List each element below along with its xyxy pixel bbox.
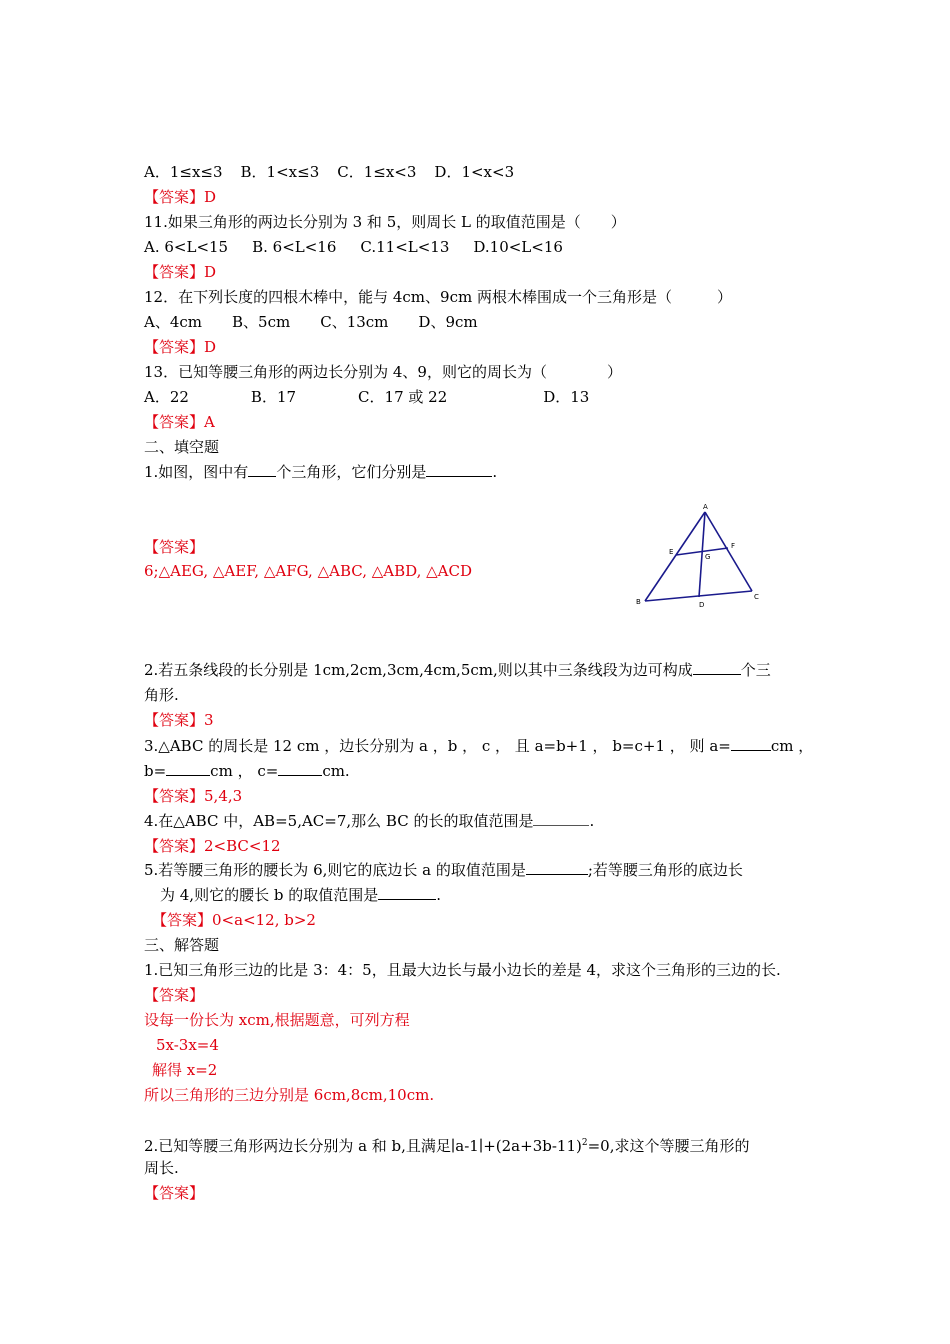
triangle-figure xyxy=(630,500,770,615)
s1-answer-line-3: 解得 x=2 xyxy=(152,1061,218,1079)
f3-line1: 3.△ABC 的周长是 12 cm ，边长分别为 a ，b ， c ， 且 a=b+1 ， b=c+1 ， 则 a= cm ， xyxy=(144,737,814,755)
f5-blank-b xyxy=(378,885,436,900)
q10-option-a: A．1≤x≤3 xyxy=(144,163,223,181)
q13-options: A．22 B．17 C．17 或 22 D．13 xyxy=(144,388,590,406)
q10-options xyxy=(144,162,514,182)
f2-blank xyxy=(693,660,741,675)
s2-line2: 周长. xyxy=(144,1159,179,1177)
f2-answer: 【答案】3 xyxy=(144,711,214,729)
f5-line2: 为 4,则它的腰长 b 的取值范围是 . xyxy=(160,886,442,904)
s1-stem: 1.已知三角形三边的比是 3：4：5，且最大边长与最小边长的差是 4，求这个三角形的三边的长. xyxy=(144,961,781,979)
f3-line2: b= cm ， c= cm. xyxy=(144,762,350,780)
s1-answer-line-4: 所以三角形的三边分别是 6cm,8cm,10cm. xyxy=(144,1086,435,1104)
f3-blank-b xyxy=(166,761,210,776)
section-3-heading: 三、解答题 xyxy=(144,936,220,954)
f1-answer: 6;△AEG, △AEF, △AFG, △ABC, △ABD, △ACD xyxy=(144,562,473,580)
f5-answer: 【答案】0<a<12, b>2 xyxy=(152,911,316,929)
f1-blank-count xyxy=(248,462,276,477)
f1-stem: 1.如图，图中有 个三角形，它们分别是 . xyxy=(144,463,498,481)
figure-label-a: A xyxy=(703,503,708,511)
f4-blank xyxy=(533,811,589,826)
f3-blank-c xyxy=(278,761,322,776)
f3-blank-a xyxy=(731,736,771,751)
f4-answer: 【答案】2<BC<12 xyxy=(144,837,281,855)
f1-answer-label: 【答案】 xyxy=(144,538,205,556)
q12-stem: 12．在下列长度的四根木棒中，能与 4cm、9cm 两根木棒围成一个三角形是（ ） xyxy=(144,288,732,306)
s1-answer-line-2: 5x-3x=4 xyxy=(156,1036,219,1054)
q10-option-d: D．1<x<3 xyxy=(434,163,515,181)
section-2-heading: 二、填空题 xyxy=(144,438,220,456)
figure-label-e: E xyxy=(669,548,674,556)
f3-answer: 【答案】5,4,3 xyxy=(144,787,243,805)
figure-label-f: F xyxy=(731,542,736,550)
s2-line1: 2.已知等腰三角形两边长分别为 a 和 b,且满足$∣a-1∣+(2a+3b-11)^2=0$,求这个等腰三角形的 xyxy=(144,1137,750,1155)
s1-answer-line-1: 设每一份长为 xcm,根据题意，可列方程 xyxy=(144,1011,410,1029)
s1-answer-label: 【答案】 xyxy=(144,986,205,1004)
q11-options: A. 6<L<15 B. 6<L<16 C.11<L<13 D.10<L<16 xyxy=(144,238,563,256)
q11-answer: 【答案】D xyxy=(144,263,217,281)
figure-label-d: D xyxy=(699,601,705,609)
f1-blank-list xyxy=(426,462,492,477)
figure-label-g: G xyxy=(705,553,711,561)
figure-label-b: B xyxy=(636,598,641,606)
q10-option-c: C．1≤x<3 xyxy=(337,163,417,181)
q12-options: A、4cm B、5cm C、13cm D、9cm xyxy=(144,313,478,331)
f2-line2: 角形. xyxy=(144,686,179,704)
figure-label-c: C xyxy=(754,593,759,601)
q13-stem: 13．已知等腰三角形的两边长分别为 4、9，则它的周长为（ ） xyxy=(144,363,622,381)
s2-answer-label: 【答案】 xyxy=(144,1184,205,1202)
q12-answer: 【答案】D xyxy=(144,338,217,356)
q10-answer: 【答案】D xyxy=(144,188,217,206)
f5-line1: 5.若等腰三角形的腰长为 6,则它的底边长 a 的取值范围是 ;若等腰三角形的底边长 xyxy=(144,861,743,879)
figure-side-ab xyxy=(645,512,705,601)
figure-side-ac xyxy=(705,512,752,591)
f4-stem: 4.在△ABC 中，AB=5,AC=7,那么 BC 的长的取值范围是 . xyxy=(144,812,595,830)
f5-blank-a xyxy=(526,860,588,875)
q11-stem: 11.如果三角形的两边长分别为 3 和 5，则周长 L 的取值范围是（ ） xyxy=(144,213,626,231)
q13-answer: 【答案】A xyxy=(144,413,215,431)
q10-option-b: B．1<x≤3 xyxy=(240,163,320,181)
f2-line1: 2.若五条线段的长分别是 1cm,2cm,3cm,4cm,5cm,则以其中三条线段为边可构成 个三 xyxy=(144,661,771,679)
